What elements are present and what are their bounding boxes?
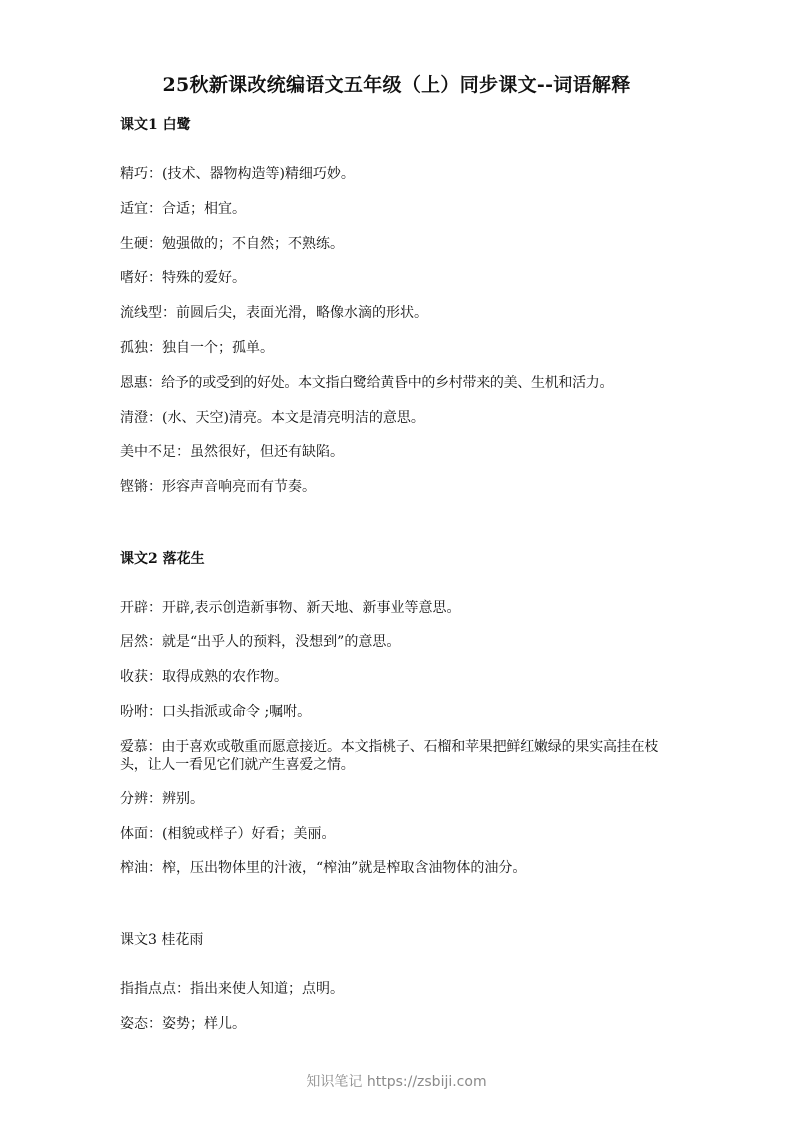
definition-entry: 生硬：勉强做的；不自然；不熟练。 — [120, 236, 344, 252]
definition-entry: 吩咐：口头指派或命令 ;嘱咐。 — [120, 704, 312, 720]
section-heading-1: 课文1 白鹭 — [120, 117, 191, 133]
definition-entry: 体面：(相貌或样子）好看；美丽。 — [120, 826, 336, 842]
definition-entry: 孤独：独自一个；孤单。 — [120, 340, 274, 356]
definition-entry: 清澄：(水、天空)清亮。本文是清亮明洁的意思。 — [120, 410, 425, 426]
definition-entry: 姿态：姿势；样儿。 — [120, 1016, 246, 1032]
definition-entry: 居然：就是“出乎人的预料，没想到”的意思。 — [120, 634, 401, 650]
definition-entry: 开辟：开辟,表示创造新事物、新天地、新事业等意思。 — [120, 600, 461, 616]
definition-entry: 爱慕：由于喜欢或敬重而愿意接近。本文指桃子、石榴和苹果把鲜红嫩绿的果实高挂在枝头，让人一看见它们就产生喜爱之情。 — [120, 739, 659, 773]
definition-entry: 适宜：合适；相宜。 — [120, 201, 246, 217]
definition-entry: 流线型：前圆后尖，表面光滑，略像水滴的形状。 — [120, 305, 428, 321]
definition-entry: 指指点点：指出来使人知道；点明。 — [120, 981, 344, 997]
definition-entry: 美中不足：虽然很好，但还有缺陷。 — [120, 444, 344, 460]
page-title: 25秋新课改统编语文五年级（上）同步课文--词语解释 — [162, 74, 631, 96]
definition-entry: 嗜好：特殊的爱好。 — [120, 270, 246, 286]
definition-entry: 收获：取得成熟的农作物。 — [120, 669, 288, 685]
definition-entry: 榨油：榨，压出物体里的汁液，“榨油”就是榨取含油物体的油分。 — [120, 860, 527, 876]
definition-entry: 精巧：(技术、器物构造等)精细巧妙。 — [120, 166, 355, 182]
section-heading-2: 课文2 落花生 — [120, 551, 205, 567]
footer-watermark: 知识笔记 https://zsbiji.com — [306, 1074, 487, 1090]
definition-entry: 分辨：辨别。 — [120, 791, 204, 807]
definition-entry: 恩惠：给予的或受到的好处。本文指白鹭给黄昏中的乡村带来的美、生机和活力。 — [120, 375, 614, 391]
section-heading-3: 课文3 桂花雨 — [120, 932, 204, 948]
definition-entry: 铿锵：形容声音响亮而有节奏。 — [120, 479, 316, 495]
